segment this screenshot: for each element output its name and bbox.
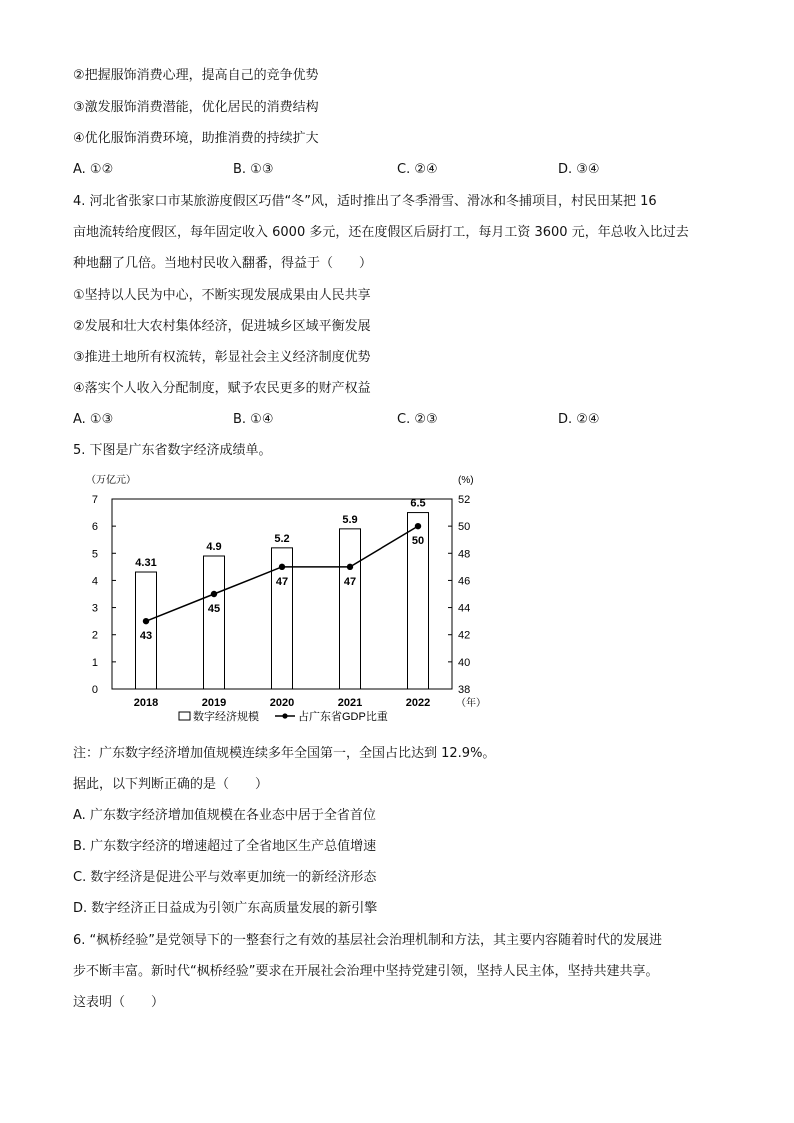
y-left-tick-label: 1	[91, 656, 98, 669]
q3-option-d[interactable]: D. ③④	[558, 162, 600, 177]
q4-item-3: ③推进土地所有权流转，彰显社会主义经济制度优势	[73, 350, 371, 365]
legend-line-marker	[282, 713, 287, 718]
q6-stem-line-1: 6. “枫桥经验”是党领导下的一整套行之有效的基层社会治理机制和方法，其主要内容随着时代的发展进	[73, 933, 663, 948]
bar-digital-economy	[340, 529, 361, 689]
line-data-label: 47	[343, 575, 357, 588]
legend-bar-label: 数字经济规模	[193, 711, 259, 723]
q6-stem-line-3: 这表明（ ）	[73, 995, 165, 1010]
y-right-tick-label: 42	[458, 629, 471, 642]
line-point	[347, 564, 353, 570]
q4-option-b[interactable]: B. ①④	[233, 412, 274, 427]
line-data-label: 50	[411, 535, 425, 548]
q4-option-d[interactable]: D. ②④	[558, 412, 600, 427]
line-data-label: 47	[275, 575, 289, 588]
y-left-tick-label: 0	[91, 684, 98, 696]
q6-stem-line-2: 步不断丰富。新时代“枫桥经验”要求在开展社会治理中坚持党建引领，坚持人民主体，坚持共建共享。	[73, 964, 659, 979]
bar-digital-economy	[204, 556, 225, 689]
y-left-tick-label: 2	[91, 629, 98, 642]
q5-option-a[interactable]: A. 广东数字经济增加值规模在各业态中居于全省首位	[73, 808, 376, 823]
q4-item-1: ①坚持以人民为中心，不断实现发展成果由人民共享	[73, 288, 371, 303]
q3-item-2: ②把握服饰消费心理，提高自己的竞争优势	[73, 68, 319, 83]
y-right-unit: (%)	[458, 475, 474, 486]
legend-line-label: 占广东省GDP比重	[298, 711, 388, 723]
y-left-tick-label: 6	[91, 521, 98, 534]
q4-option-c[interactable]: C. ②③	[397, 412, 438, 427]
y-left-tick-label: 7	[91, 494, 98, 506]
q3-option-c[interactable]: C. ②④	[397, 162, 438, 177]
y-right-tick-label: 40	[458, 656, 471, 669]
y-right-tick-label: 52	[458, 494, 471, 506]
q5-option-c[interactable]: C. 数字经济是促进公平与效率更加统一的新经济形态	[73, 870, 377, 885]
y-left-unit: （万亿元）	[86, 475, 136, 486]
x-tick-label: 2019	[201, 697, 227, 709]
y-right-tick-label: 46	[458, 575, 471, 588]
q3-option-b[interactable]: B. ①③	[233, 162, 274, 177]
q5-question: 据此，以下判断正确的是（ ）	[73, 777, 269, 792]
bar-data-label: 5.9	[342, 513, 358, 526]
q3-option-a[interactable]: A. ①②	[73, 162, 114, 177]
q4-option-a[interactable]: A. ①③	[73, 412, 114, 427]
bar-data-label: 5.2	[274, 532, 290, 545]
bar-data-label: 4.31	[135, 557, 157, 570]
bar-data-label: 6.5	[410, 497, 426, 510]
x-tick-label: 2021	[337, 697, 363, 709]
line-point	[415, 523, 421, 529]
q4-stem-line-2: 亩地流转给度假区，每年固定收入 6000 多元，还在度假区后厨打工，每月工资 3600 元，年总收入比过去	[73, 225, 689, 240]
x-tick-label: 2022	[405, 697, 431, 709]
q5-note: 注：广东数字经济增加值规模连续多年全国第一，全国占比达到 12.9%。	[73, 746, 496, 761]
digital-economy-chart	[78, 470, 486, 728]
y-left-tick-label: 3	[91, 602, 98, 615]
line-point	[211, 591, 217, 597]
line-point	[279, 564, 285, 570]
y-right-tick-label: 50	[458, 521, 471, 534]
line-point	[143, 618, 149, 624]
y-left-tick-label: 4	[91, 575, 98, 588]
y-right-tick-label: 48	[458, 548, 471, 561]
q4-options	[73, 410, 773, 430]
x-unit: （年）	[456, 698, 486, 709]
q3-options	[73, 160, 773, 180]
q5-option-b[interactable]: B. 广东数字经济的增速超过了全省地区生产总值增速	[73, 839, 377, 854]
bar-data-label: 4.9	[206, 541, 222, 553]
line-data-label: 45	[207, 603, 221, 615]
x-tick-label: 2018	[133, 697, 159, 709]
q4-item-2: ②发展和壮大农村集体经济，促进城乡区域平衡发展	[73, 319, 371, 334]
x-tick-label: 2020	[269, 697, 295, 709]
q4-stem-line-3: 种地翻了几倍。当地村民收入翻番，得益于（ ）	[73, 256, 373, 271]
q4-stem-line-1: 4. 河北省张家口市某旅游度假区巧借“冬”风，适时推出了冬季滑雪、滑冰和冬捕项目，村民田某把 16	[73, 194, 657, 209]
q5-option-d[interactable]: D. 数字经济正日益成为引领广东高质量发展的新引擎	[73, 901, 378, 916]
q5-stem: 5. 下图是广东省数字经济成绩单。	[73, 443, 272, 458]
q4-item-4: ④落实个人收入分配制度，赋予农民更多的财产权益	[73, 381, 371, 396]
y-left-tick-label: 5	[91, 548, 98, 561]
q3-item-4: ④优化服饰消费环境，助推消费的持续扩大	[73, 131, 319, 146]
q3-item-3: ③激发服饰消费潜能，优化居民的消费结构	[73, 100, 319, 115]
chart-legend	[179, 709, 388, 723]
line-data-label: 43	[139, 630, 153, 643]
legend-bar-swatch	[179, 712, 190, 720]
y-right-tick-label: 44	[458, 602, 471, 615]
y-right-tick-label: 38	[458, 684, 471, 696]
